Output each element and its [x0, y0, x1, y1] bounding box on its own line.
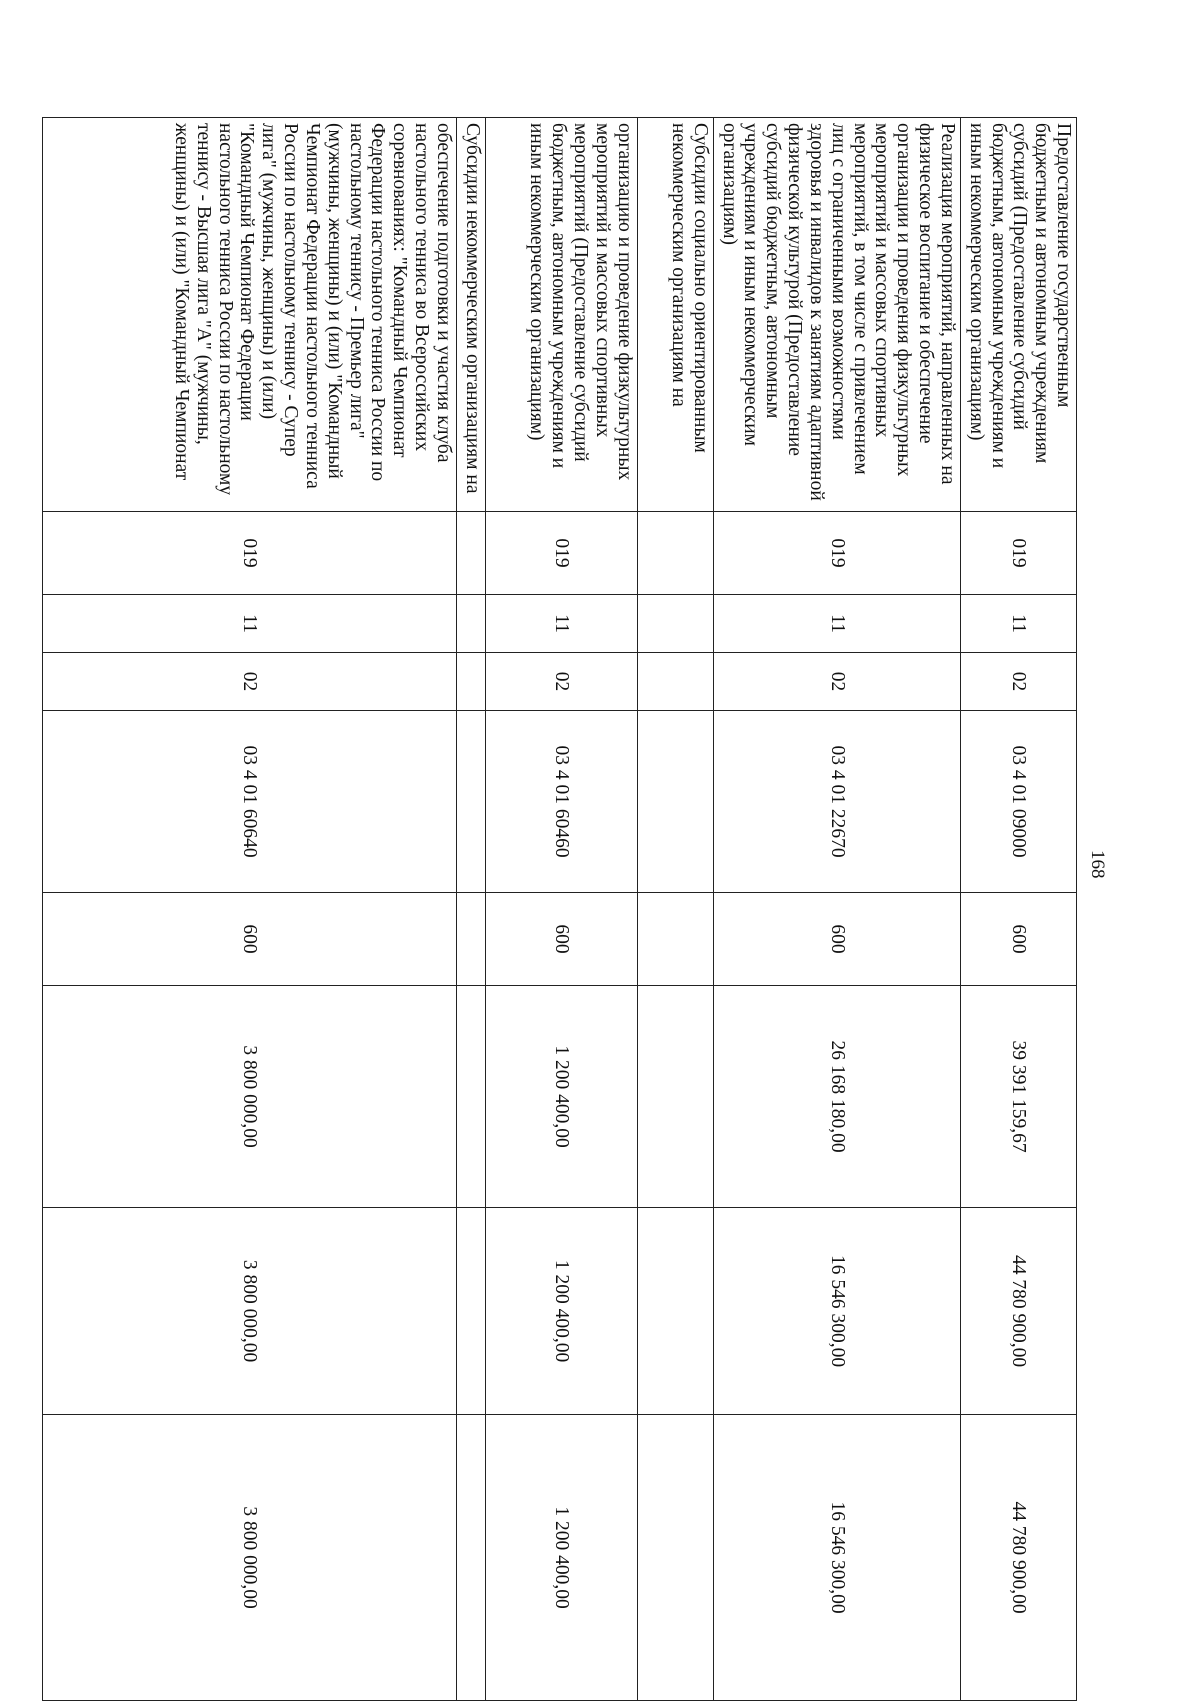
row-expense-type: 600 [485, 893, 637, 986]
row-amount-1: 26 168 180,00 [713, 986, 960, 1208]
row-section [456, 595, 485, 653]
row-subsection: 02 [485, 653, 637, 711]
row-target: 03 4 01 60460 [485, 711, 637, 893]
row-amount-1: 1 200 400,00 [485, 986, 637, 1208]
row-section: 11 [485, 595, 637, 653]
row-name: Субсидии социально ориентированным некоммерческим организациям на [637, 118, 713, 512]
row-amount-1: 3 800 000,00 [42, 986, 456, 1208]
table-row [456, 118, 485, 1701]
row-target: 03 4 01 60640 [42, 711, 456, 893]
budget-table-rotated [122, 117, 1077, 1700]
row-target [637, 711, 713, 893]
row-name: обеспечение подготовки и участия клуба настольного тенниса во Всероссийских соревнованиях: "Командный Чемпионат Федерации настольного тенниса России по настольному теннису - Премьер лига" (мужчины, женщины) и (или) "Командный Чемпионат Федерации настольного тенниса России по настольному теннису - Супер лига" (мужчины, женщины) и (или) "Командный Чемпионат Федерации настольного тенниса России по настольному теннису - Высшая лига "А" (мужчины, женщины) и (или) "Командный Чемпионат [42, 118, 456, 512]
row-amount-3 [456, 1415, 485, 1701]
row-subsection: 02 [960, 653, 1076, 711]
row-amount-2 [456, 1208, 485, 1415]
row-section [637, 595, 713, 653]
page-number: 168 [1087, 850, 1108, 879]
row-code: 019 [713, 512, 960, 595]
row-expense-type: 600 [42, 893, 456, 986]
row-amount-2: 3 800 000,00 [42, 1208, 456, 1415]
row-amount-2: 16 546 300,00 [713, 1208, 960, 1415]
row-subsection [637, 653, 713, 711]
row-name: Субсидии некоммерческим организациям на [456, 118, 485, 512]
row-section: 11 [713, 595, 960, 653]
row-code: 019 [42, 512, 456, 595]
row-amount-3: 44 780 900,00 [960, 1415, 1076, 1701]
table-row [960, 118, 1076, 1701]
row-amount-3 [637, 1415, 713, 1701]
row-expense-type: 600 [960, 893, 1076, 986]
row-code: 019 [485, 512, 637, 595]
row-amount-2: 44 780 900,00 [960, 1208, 1076, 1415]
row-code [456, 512, 485, 595]
table-row [713, 118, 960, 1701]
row-target: 03 4 01 09000 [960, 711, 1076, 893]
row-amount-1 [637, 986, 713, 1208]
row-amount-3: 3 800 000,00 [42, 1415, 456, 1701]
row-expense-type: 600 [713, 893, 960, 986]
table-row [42, 118, 456, 1701]
row-expense-type [456, 893, 485, 986]
row-amount-3: 16 546 300,00 [713, 1415, 960, 1701]
row-amount-1 [456, 986, 485, 1208]
row-name: Реализация мероприятий, направленных на физическое воспитание и обеспечение организации и проведения физкультурных мероприятий и массовых спортивных мероприятий, в том числе с привлечением лиц с ограниченными возможностями здоровья и инвалидов к занятиям адаптивной физической культурой (Предоставление субсидий бюджетным, автономным учреждениям и иным некоммерческим организациям) [713, 118, 960, 512]
row-expense-type [637, 893, 713, 986]
row-code: 019 [960, 512, 1076, 595]
row-amount-2: 1 200 400,00 [485, 1208, 637, 1415]
row-name: Предоставление государственным бюджетным и автономным учреждениям субсидий (Предоставление субсидий бюджетным, автономным учреждениям и иным некоммерческим организациям) [960, 118, 1076, 512]
row-subsection: 02 [713, 653, 960, 711]
row-amount-2 [637, 1208, 713, 1415]
row-subsection: 02 [42, 653, 456, 711]
row-section: 11 [960, 595, 1076, 653]
budget-table [42, 117, 1077, 1701]
row-amount-3: 1 200 400,00 [485, 1415, 637, 1701]
row-name: организацию и проведение физкультурных мероприятий и массовых спортивных мероприятий (Предоставление субсидий бюджетным, автономным учреждениям и иным некоммерческим организациям) [485, 118, 637, 512]
table-row [637, 118, 713, 1701]
row-target: 03 4 01 22670 [713, 711, 960, 893]
row-target [456, 711, 485, 893]
table-row [485, 118, 637, 1701]
row-amount-1: 39 391 159,67 [960, 986, 1076, 1208]
row-subsection [456, 653, 485, 711]
row-code [637, 512, 713, 595]
row-section: 11 [42, 595, 456, 653]
